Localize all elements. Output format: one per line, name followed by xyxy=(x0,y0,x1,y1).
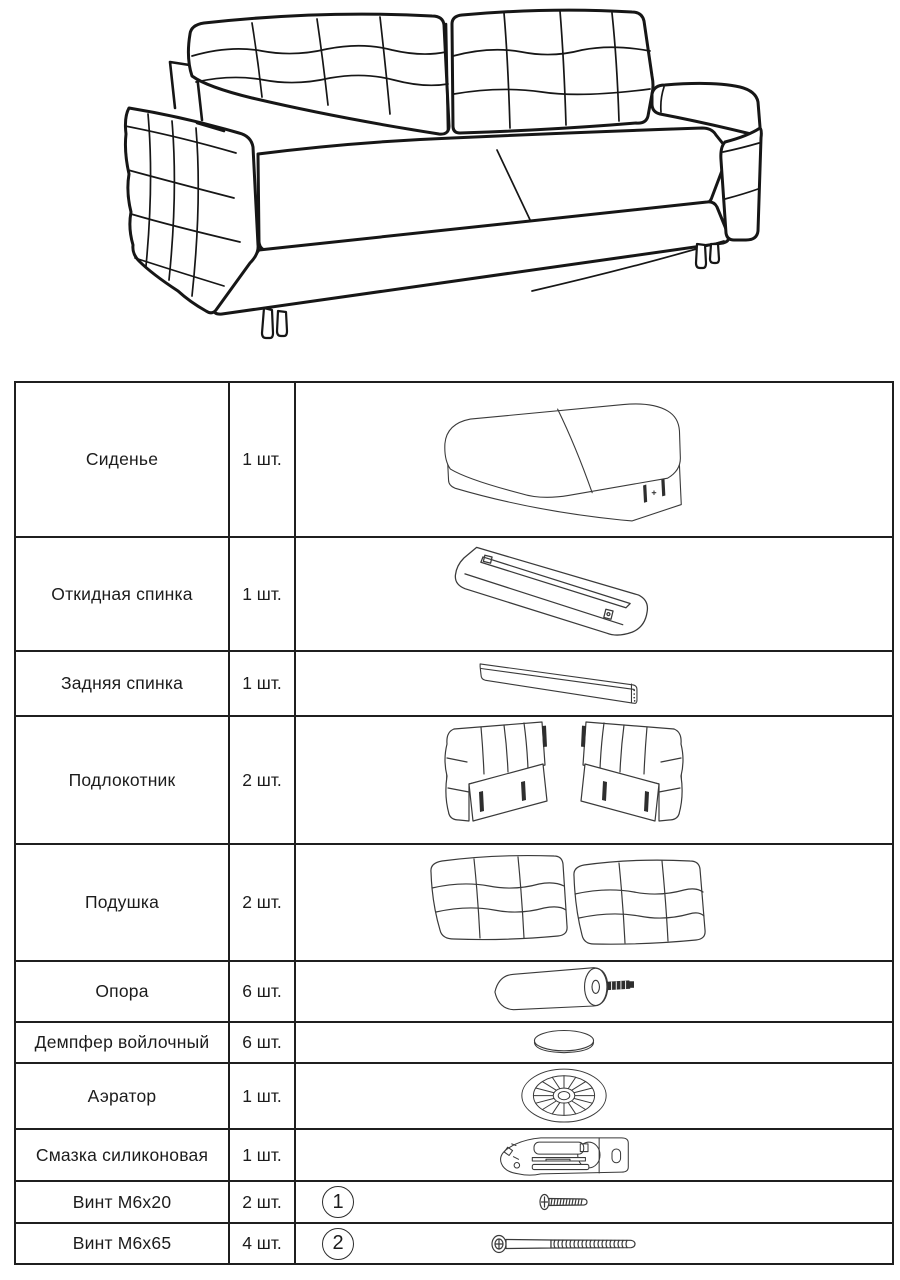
part-name: Задняя спинка xyxy=(60,673,184,693)
screw-callout-2: 2 xyxy=(322,1228,354,1260)
table-row xyxy=(15,1129,893,1181)
part-name: Винт М6х65 xyxy=(72,1233,172,1253)
table-row xyxy=(15,1022,893,1063)
aerator-illustration xyxy=(505,1065,623,1127)
part-qty: 2 шт. xyxy=(242,769,282,790)
part-name: Откидная спинка xyxy=(51,583,193,604)
rear-backrest-illustration xyxy=(454,653,674,715)
folding-backrest-illustration xyxy=(447,540,682,648)
part-qty: 1 шт. xyxy=(242,449,282,469)
part-qty: 1 шт. xyxy=(242,583,282,604)
part-name: Винт М6х20 xyxy=(72,1191,172,1212)
part-qty: 1 шт. xyxy=(242,673,282,693)
part-name: Демпфер войлочный xyxy=(34,1032,210,1052)
part-qty: 1 шт. xyxy=(242,1144,282,1165)
table-row xyxy=(15,1223,893,1264)
part-name: Аэратор xyxy=(87,1085,157,1106)
armrest-pair-illustration xyxy=(419,720,709,840)
screw-m6x20-illustration xyxy=(538,1191,590,1213)
part-name: Подлокотник xyxy=(68,769,176,790)
part-qty: 2 шт. xyxy=(242,892,282,912)
table-row xyxy=(15,1063,893,1129)
cushion-pair-illustration xyxy=(414,848,714,958)
part-name: Опора xyxy=(95,981,149,1001)
felt-damper-illustration xyxy=(504,1024,624,1061)
table-row xyxy=(15,844,893,961)
part-qty: 4 шт. xyxy=(242,1233,282,1253)
part-qty: 1 шт. xyxy=(242,1085,282,1106)
part-name: Сиденье xyxy=(85,449,159,469)
screw-m6x65-illustration xyxy=(489,1232,639,1256)
part-qty: 6 шт. xyxy=(242,981,282,1001)
table-row xyxy=(15,1181,893,1223)
table-row xyxy=(15,716,893,844)
table-row xyxy=(15,537,893,651)
table-row xyxy=(15,382,893,537)
leg-support-illustration xyxy=(479,964,649,1020)
part-qty: 2 шт. xyxy=(242,1191,282,1212)
part-qty: 6 шт. xyxy=(242,1032,282,1052)
silicone-grease-illustration xyxy=(489,1131,639,1179)
table-row xyxy=(15,961,893,1022)
screw-callout-1: 1 xyxy=(322,1186,354,1218)
seat-illustration xyxy=(414,390,714,530)
part-name: Подушка xyxy=(84,892,160,912)
table-row xyxy=(15,651,893,716)
parts-table xyxy=(14,381,894,1265)
sofa-line-art xyxy=(112,2,776,350)
part-name: Смазка силиконовая xyxy=(35,1144,209,1165)
